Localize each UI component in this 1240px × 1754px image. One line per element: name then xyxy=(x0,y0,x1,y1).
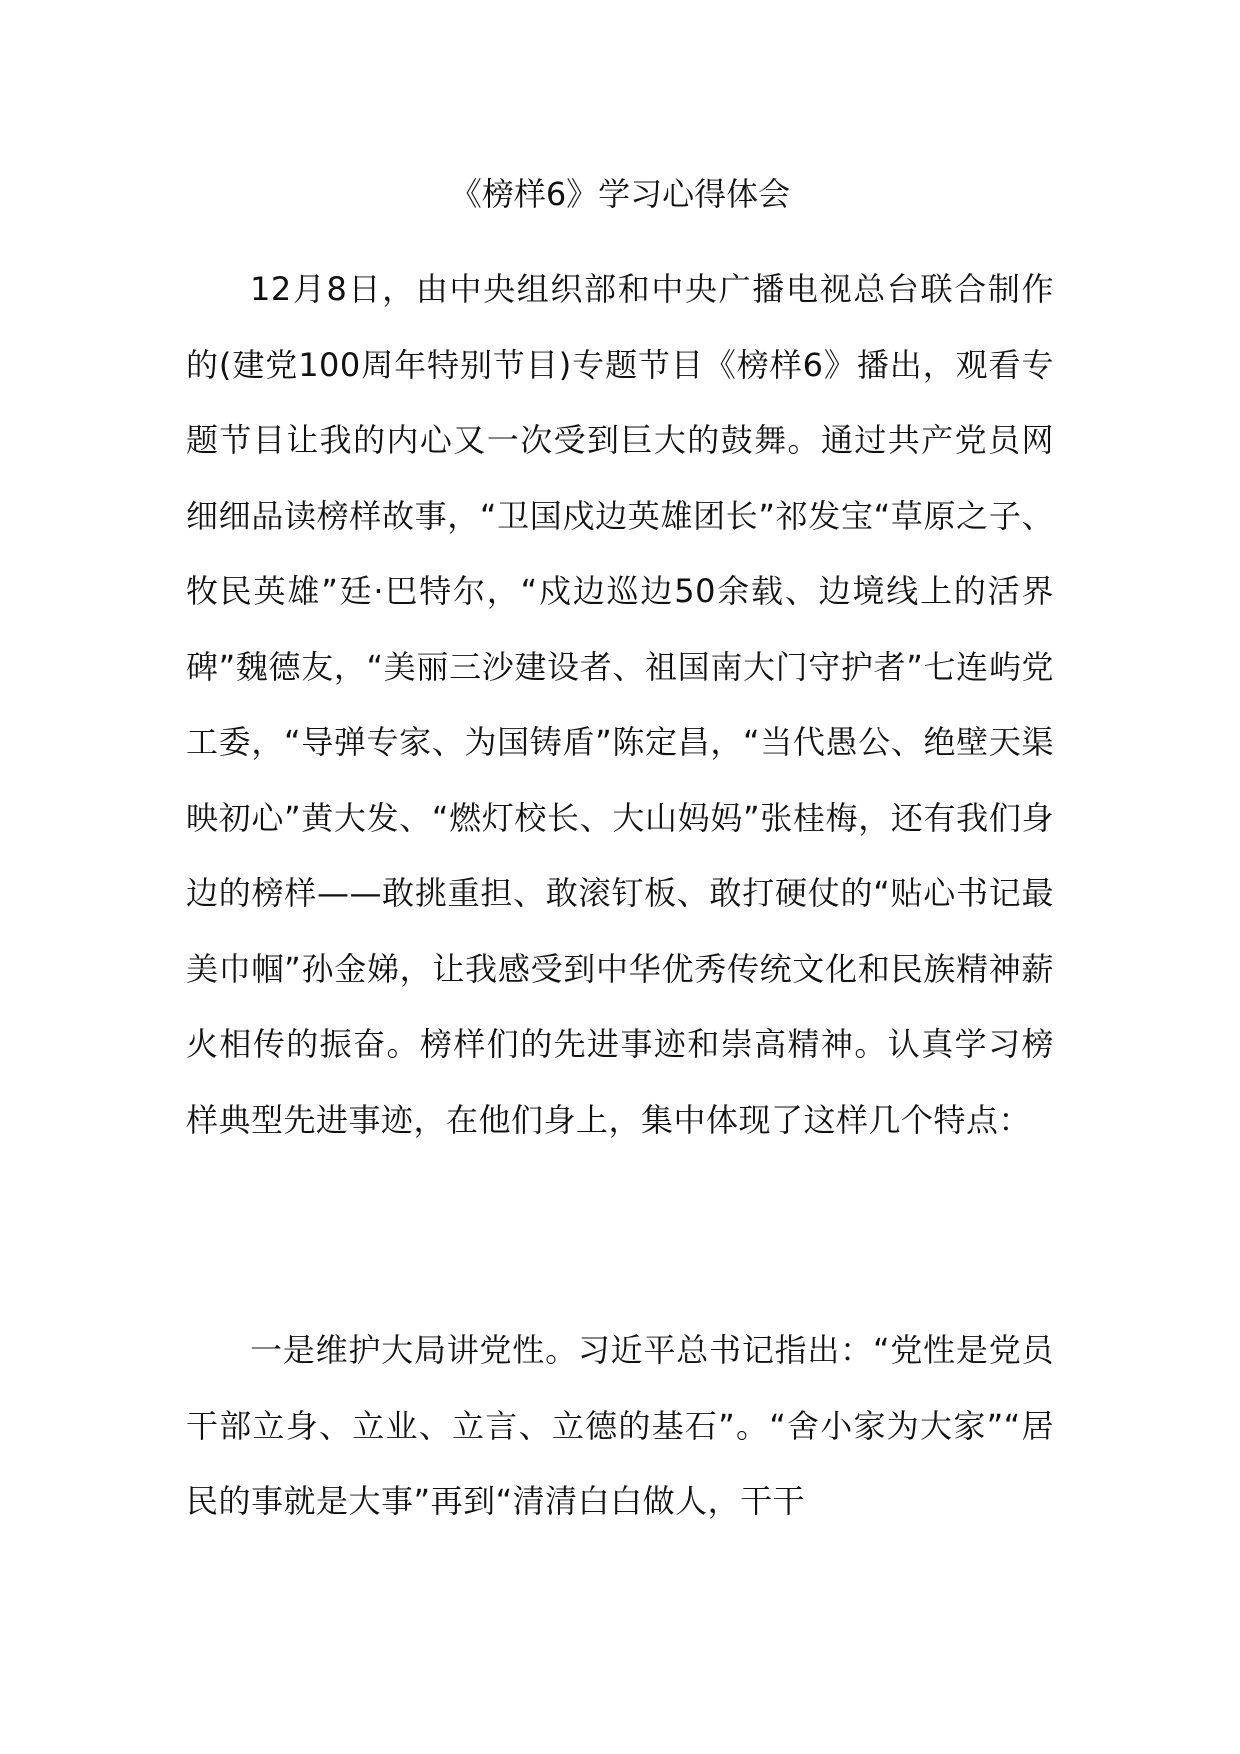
document-title: 《榜样6》学习心得体会 xyxy=(449,175,791,213)
paragraph-intro: 12月8日，由中央组织部和中央广播电视总台联合制作的(建党100周年特别节目)专题节目《榜样6》播出，观看专题节目让我的内心又一次受到巨大的鼓舞。通过共产党员网细细品读榜样故事，“卫国戍边英雄团长”祁发宝“草原之子、牧民英雄”廷·巴特尔，“戍边巡边50余载、边境线上的活界碑”魏德友，“美丽三沙建设者、祖国南大门守护者”七连屿党工委，“导弹专家、为国铸盾”陈定昌，“当代愚公、绝壁天渠映初心”黄大发、“燃灯校长、大山妈妈”张桂梅，还有我们身边的榜样——敢挑重担、敢滚钉板、敢打硬仗的“贴心书记最美巾帼”孙金娣，让我感受到中华优秀传统文化和民族精神薪火相传的振奋。榜样们的先进事迹和崇高精神。认真学习榜样典型先进事迹，在他们身上，集中体现了这样几个特点： xyxy=(186,270,1054,1139)
paragraph-point-one: 一是维护大局讲党性。习近平总书记指出：“党性是党员干部立身、立业、立言、立德的基石”。“舍小家为大家”“居民的事就是大事”再到“清清白白做人，干干 xyxy=(186,1331,1054,1520)
